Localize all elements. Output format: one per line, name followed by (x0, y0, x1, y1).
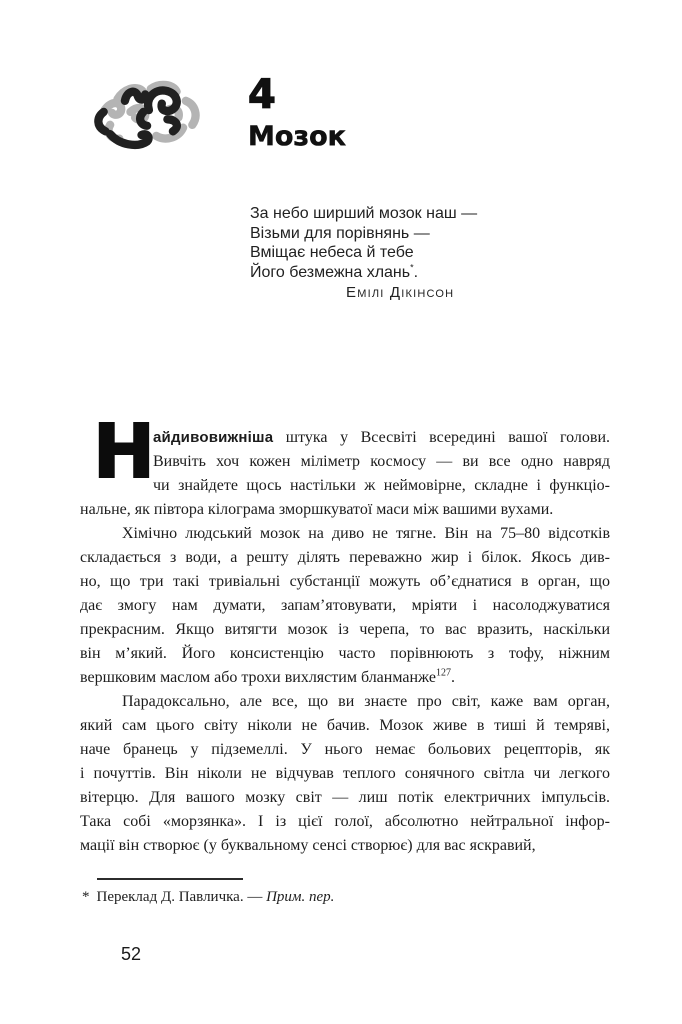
chapter-title: Мозок (248, 121, 346, 152)
text-line: він м’який. Його консистенцію часто порівнюють з тофу, ніжним (80, 645, 610, 662)
text-line: Парадоксально, але все, що ви знаєте про світ, каже вам орган, (122, 693, 610, 710)
epigraph-line-text: Його безмежна хлань (250, 263, 411, 281)
epigraph-line: За небо ширший мозок наш — (250, 205, 478, 222)
text-line: складається з води, а решту ділять переважно жир і білок. Якось див- (80, 549, 610, 566)
line-text: вершковим маслом або трохи вихлястим бланманже (80, 669, 436, 686)
paragraph-3 (80, 690, 610, 858)
text-line (153, 426, 610, 450)
text-line: нальне, як півтора кілограма зморшкуватої маси між вашими вухами. (80, 501, 554, 518)
epigraph-line: Візьми для порівнянь — (250, 224, 430, 242)
text-line: но, що три такі тривіальні субстанції можуть об’єднатися в орган, що (80, 573, 610, 590)
footnote-marker: * (82, 889, 90, 905)
line-text: . (450, 669, 455, 686)
chapter-head (248, 72, 346, 152)
drop-cap: Н (93, 409, 155, 495)
epigraph-line (250, 263, 510, 283)
line-text: штука у Всесвіті всередині вашої голови. (285, 429, 610, 446)
epigraph-attribution: Емілі Дікінсон (346, 284, 455, 301)
footnote-rule (97, 878, 243, 880)
footnote-reference: 127 (435, 667, 451, 679)
text-line: і почуттів. Він ніколи не відчував теплого сонячного світла чи легкого (80, 765, 610, 782)
text-line: вітерцю. Для вашого мозку світ — лиш потік електричних імпульсів. (80, 789, 610, 806)
text-line: Вивчіть хоч кожен міліметр космосу — ви все одно навряд (153, 453, 610, 470)
dropcap-indented-lines (153, 426, 610, 498)
epigraph (250, 204, 510, 303)
epigraph-line-text: . (413, 263, 419, 281)
text-line: який сам цього світу ніколи не бачив. Мозок живе в тиші й темряві, (80, 717, 610, 734)
footnote-italic-text: Прим. пер. (266, 889, 335, 905)
text-line: мації він створює (у буквальному сенсі створює) для вас яскравий, (80, 837, 536, 854)
text-line: прекрасним. Якщо витягти мозок із черепа, то вас вразить, наскільки (80, 621, 610, 638)
text-line: дає змогу нам думати, запам’ятовувати, мріяти і насолоджуватися (80, 597, 610, 614)
epigraph-line: Вміщає небеса й тебе (250, 244, 414, 261)
text-line: наче бранець у підземеллі. У нього немає больових рецепторів, як (80, 741, 610, 758)
footnote-text: Переклад Д. Павличка. — (96, 889, 267, 905)
footnote-reference: * (410, 262, 414, 273)
text-line: Така собі «морзянка». І із цієї голої, абсолютно нейтральної інфор- (80, 813, 610, 830)
paragraph-2 (80, 522, 610, 690)
chapter-number: 4 (248, 72, 276, 118)
body-text (80, 409, 610, 858)
paragraph-1 (80, 426, 610, 522)
footnote (82, 887, 502, 907)
lead-word: айдивовижніша (153, 429, 274, 446)
brain-icon (88, 76, 208, 170)
text-line: чи знайдете щось настільки ж неймовірне, складне і функціо- (153, 477, 610, 494)
page-number: 52 (121, 944, 142, 964)
text-line (80, 666, 610, 690)
text-line: Хімічно людський мозок на диво не тягне. Він на 75–80 відсотків (122, 525, 610, 542)
